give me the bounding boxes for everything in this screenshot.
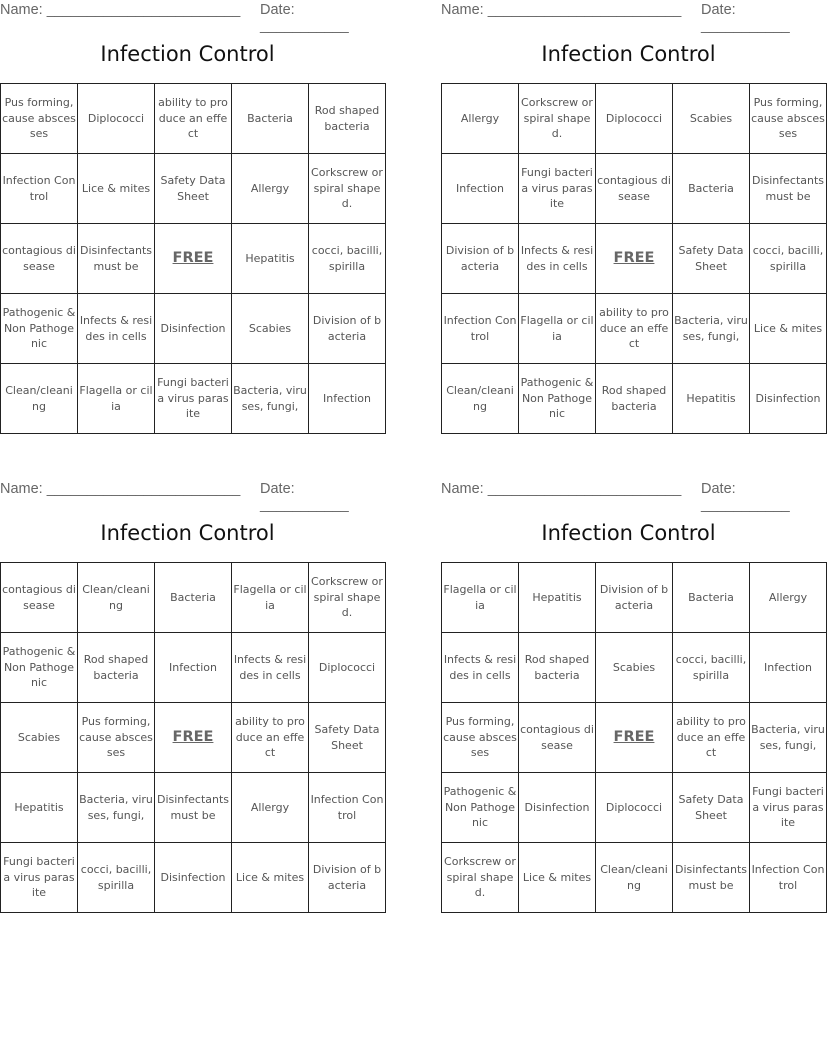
bingo-card — [441, 0, 825, 421]
bingo-cell: Corkscrew or spiral shaped. — [309, 563, 386, 633]
card-title: Infection Control — [541, 521, 716, 545]
bingo-cell: Pus forming, cause abscesses — [1, 84, 78, 154]
bingo-cell: Rod shaped bacteria — [596, 364, 673, 434]
grid-row — [442, 224, 827, 294]
bingo-cell: Rod shaped bacteria — [78, 633, 155, 703]
grid-row — [442, 703, 827, 773]
grid-row — [1, 703, 386, 773]
header-row — [0, 479, 375, 513]
grid-row — [1, 633, 386, 703]
grid-row — [1, 84, 386, 154]
bingo-cell: Disinfectants must be — [155, 773, 232, 843]
bingo-cell: Safety Data Sheet — [673, 224, 750, 294]
bingo-cell: Clean/cleaning — [596, 843, 673, 913]
bingo-card — [441, 479, 825, 900]
bingo-cell: Lice & mites — [232, 843, 309, 913]
bingo-cell: Allergy — [750, 563, 827, 633]
grid-row — [442, 364, 827, 434]
bingo-cell: Bacteria — [155, 563, 232, 633]
bingo-cell: Hepatitis — [232, 224, 309, 294]
bingo-cell: Corkscrew or spiral shaped. — [519, 84, 596, 154]
grid-row — [442, 294, 827, 364]
bingo-cell: Diplococci — [596, 773, 673, 843]
bingo-cell: Scabies — [1, 703, 78, 773]
bingo-cell: contagious disease — [519, 703, 596, 773]
bingo-grid — [0, 562, 386, 913]
bingo-cell: cocci, bacilli, spirilla — [78, 843, 155, 913]
grid-row — [1, 563, 386, 633]
name-field-label: Name: ________________________ — [441, 2, 682, 18]
bingo-cell: Division of bacteria — [596, 563, 673, 633]
bingo-cell: ability to produce an effect — [155, 84, 232, 154]
bingo-cell: Disinfection — [750, 364, 827, 434]
bingo-cell: Hepatitis — [1, 773, 78, 843]
grid-row — [442, 633, 827, 703]
bingo-cell: Diplococci — [78, 84, 155, 154]
bingo-cell: Infection — [750, 633, 827, 703]
bingo-cell: Fungi bacteria virus parasite — [1, 843, 78, 913]
bingo-cell: Lice & mites — [519, 843, 596, 913]
free-space-cell: FREE — [596, 703, 673, 773]
bingo-cell: Infection Control — [442, 294, 519, 364]
bingo-cell: ability to produce an effect — [232, 703, 309, 773]
bingo-cell: Allergy — [232, 773, 309, 843]
bingo-cell: Infection Control — [309, 773, 386, 843]
bingo-cell: Infects & resides in cells — [78, 294, 155, 364]
bingo-cell: Pus forming, cause abscesses — [78, 703, 155, 773]
name-field-label: Name: ________________________ — [441, 481, 682, 497]
bingo-cell: Infection Control — [1, 154, 78, 224]
bingo-cell: Bacteria — [232, 84, 309, 154]
bingo-cell: Flagella or cilia — [442, 563, 519, 633]
bingo-cell: Hepatitis — [673, 364, 750, 434]
bingo-cell: Allergy — [442, 84, 519, 154]
bingo-cell: Scabies — [232, 294, 309, 364]
bingo-cell: Corkscrew or spiral shaped. — [442, 843, 519, 913]
grid-row — [1, 773, 386, 843]
bingo-cell: Infection Control — [750, 843, 827, 913]
bingo-cell: Allergy — [232, 154, 309, 224]
bingo-cell: Fungi bacteria virus parasite — [750, 773, 827, 843]
bingo-cell: cocci, bacilli, spirilla — [673, 633, 750, 703]
bingo-card — [0, 0, 383, 421]
bingo-cell: Pus forming, cause abscesses — [750, 84, 827, 154]
bingo-cell: Rod shaped bacteria — [309, 84, 386, 154]
bingo-cell: Infection — [442, 154, 519, 224]
grid-row — [442, 154, 827, 224]
grid-row — [442, 84, 827, 154]
grid-row — [1, 364, 386, 434]
bingo-cell: Clean/cleaning — [1, 364, 78, 434]
grid-row — [442, 563, 827, 633]
free-space-cell: FREE — [155, 703, 232, 773]
bingo-cell: Pus forming, cause abscesses — [442, 703, 519, 773]
date-field-label: Date: ___________ — [701, 481, 790, 513]
bingo-cell: Division of bacteria — [309, 294, 386, 364]
bingo-cell: Disinfection — [519, 773, 596, 843]
bingo-cell: Disinfectants must be — [673, 843, 750, 913]
bingo-cell: Pathogenic & Non Pathogenic — [519, 364, 596, 434]
bingo-cell: Flagella or cilia — [78, 364, 155, 434]
bingo-cell: Infects & resides in cells — [442, 633, 519, 703]
card-title: Infection Control — [100, 521, 275, 545]
bingo-cell: Bacteria, viruses, fungi, — [78, 773, 155, 843]
bingo-cell: Hepatitis — [519, 563, 596, 633]
bingo-cell: Division of bacteria — [309, 843, 386, 913]
bingo-cell: Safety Data Sheet — [673, 773, 750, 843]
bingo-cell: Infection — [155, 633, 232, 703]
bingo-cell: Rod shaped bacteria — [519, 633, 596, 703]
bingo-cell: Fungi bacteria virus parasite — [155, 364, 232, 434]
bingo-cell: Corkscrew or spiral shaped. — [309, 154, 386, 224]
bingo-cell: Safety Data Sheet — [309, 703, 386, 773]
bingo-card — [0, 479, 384, 900]
grid-row — [442, 843, 827, 913]
bingo-cell: Pathogenic & Non Pathogenic — [442, 773, 519, 843]
bingo-cell: Safety Data Sheet — [155, 154, 232, 224]
free-space-cell: FREE — [155, 224, 232, 294]
bingo-cell: Clean/cleaning — [442, 364, 519, 434]
grid-row — [1, 154, 386, 224]
bingo-cell: contagious disease — [1, 224, 78, 294]
bingo-cell: Fungi bacteria virus parasite — [519, 154, 596, 224]
header-row — [441, 479, 816, 513]
card-title: Infection Control — [541, 42, 716, 66]
bingo-cell: Infection — [309, 364, 386, 434]
bingo-grid — [0, 83, 386, 434]
bingo-grid — [441, 83, 827, 434]
bingo-cell: Infects & resides in cells — [519, 224, 596, 294]
bingo-cell: Lice & mites — [78, 154, 155, 224]
bingo-cell: Disinfection — [155, 294, 232, 364]
bingo-cell: Disinfectants must be — [750, 154, 827, 224]
bingo-cell: Diplococci — [596, 84, 673, 154]
free-space-cell: FREE — [596, 224, 673, 294]
bingo-cell: ability to produce an effect — [596, 294, 673, 364]
bingo-cell: Scabies — [596, 633, 673, 703]
grid-row — [1, 843, 386, 913]
header-row — [441, 0, 816, 34]
name-field-label: Name: ________________________ — [0, 2, 241, 18]
grid-row — [1, 224, 386, 294]
bingo-cell: Scabies — [673, 84, 750, 154]
bingo-cell: ability to produce an effect — [673, 703, 750, 773]
bingo-cell: contagious disease — [596, 154, 673, 224]
bingo-cell: Disinfectants must be — [78, 224, 155, 294]
bingo-cell: Infects & resides in cells — [232, 633, 309, 703]
date-field-label: Date: ___________ — [260, 481, 349, 513]
bingo-cell: Bacteria, viruses, fungi, — [673, 294, 750, 364]
bingo-cell: Pathogenic & Non Pathogenic — [1, 633, 78, 703]
bingo-cell: Flagella or cilia — [232, 563, 309, 633]
bingo-grid — [441, 562, 827, 913]
bingo-cell: Division of bacteria — [442, 224, 519, 294]
bingo-cell: Bacteria, viruses, fungi, — [232, 364, 309, 434]
bingo-cell: Flagella or cilia — [519, 294, 596, 364]
bingo-cell: Clean/cleaning — [78, 563, 155, 633]
date-field-label: Date: ___________ — [260, 2, 349, 34]
grid-row — [442, 773, 827, 843]
bingo-cell: Bacteria — [673, 154, 750, 224]
bingo-cell: cocci, bacilli, spirilla — [309, 224, 386, 294]
bingo-cell: Bacteria, viruses, fungi, — [750, 703, 827, 773]
bingo-cell: Pathogenic & Non Pathogenic — [1, 294, 78, 364]
bingo-cell: Bacteria — [673, 563, 750, 633]
card-title: Infection Control — [100, 42, 275, 66]
bingo-cell: Disinfection — [155, 843, 232, 913]
bingo-cell: cocci, bacilli, spirilla — [750, 224, 827, 294]
date-field-label: Date: ___________ — [701, 2, 790, 34]
bingo-cell: contagious disease — [1, 563, 78, 633]
name-field-label: Name: ________________________ — [0, 481, 241, 497]
bingo-cell: Lice & mites — [750, 294, 827, 364]
bingo-cell: Diplococci — [309, 633, 386, 703]
grid-row — [1, 294, 386, 364]
header-row — [0, 0, 375, 34]
